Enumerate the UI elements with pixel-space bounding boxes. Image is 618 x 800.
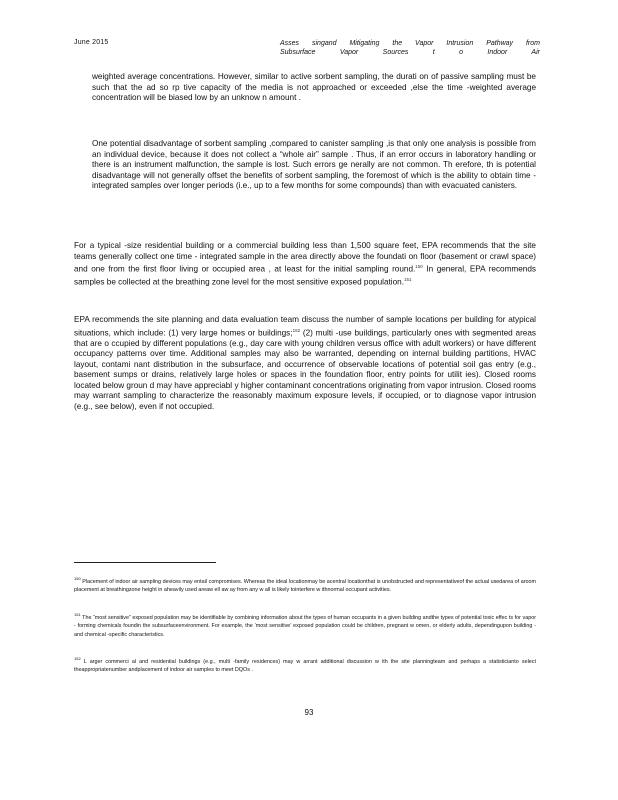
- footnote-number: 152: [74, 656, 81, 661]
- header-title-line2: Subsurface Vapor Sources t o Indoor Air: [280, 49, 540, 56]
- footnote-151: [74, 611, 536, 639]
- paragraph-text-part: In general, EPA recommends samples be collected at the breathing zone level for the most sensitive exposed population.: [74, 264, 536, 287]
- footnote-text: L arger commerci al and residential buildings (e.g., multi -family residences) may w arrant additional discussion w ith the site planningteam and perhaps a statisticianto select theappropriatenumber andplacement of indoor air samples to meet DQOs .: [74, 658, 536, 674]
- header-title-line1: Asses singand Mitigating the Vapor Intrusion Pathway from: [280, 40, 540, 47]
- page-number: 93: [304, 708, 314, 717]
- paragraph-passive-sampling: [92, 72, 536, 104]
- footnote-number: 151: [74, 612, 81, 617]
- paragraph-text: weighted average concentrations. However, similar to active sorbent sampling, the durati on of passive sampling must be such that the ad so rp tive capacity of the media is not approached or exceeded ,else the time -weighted average concentration will be biased low by an unknow n amount .: [92, 72, 536, 102]
- paragraph-text: [74, 241, 536, 288]
- header-date: June 2015: [74, 39, 109, 46]
- footnote-marker-151: 151: [403, 277, 412, 283]
- footnote-text: Placement of indoor air sampling devices may entail compromises. Whereas the ideal locationmay be acentral locationthat is unobstructed and representativeof the actual usedarea of aroom placement at breathingzone height in aheavily used areaw ell aw ay from any w all is likely tointerfere w ithnormal occupant activities.: [74, 578, 536, 594]
- footnote-number: 150: [74, 576, 81, 581]
- footnote-text: The “most sensitive” exposed population may be identifiable by combining information about the types of human occupants in a given building andthe types of potential toxic effec ts for vapor - forming chemicals foundin the subsurfaceenvironment. For example, the ‘most sensitive’ exposed population could be children, pregnant w omen, or elderly adults, dependingupon building - and chemical -specific characteristics.: [74, 614, 536, 638]
- footnote-152: [74, 655, 536, 675]
- paragraph-text: [74, 315, 536, 412]
- paragraph-residential-recommendation: [74, 241, 536, 288]
- footnote-150: [74, 575, 536, 595]
- paragraph-text: One potential disadvantage of sorbent sampling ,compared to canister sampling ,is that only one analysis is possible from an individual device, because it does not collect a “whole air” sample . Thus, if an error occurs in laboratory handling or there is an instrument malfunction, the sample is lost. Such errors ge nerally are not common. Th erefore, th is potential disadvantage will not generally offset the benefits of sorbent sampling, the foremost of which is the ability to obtain time -integrated samples over longer periods (i.e., up to a few months for some compounds) than with evacuated canisters.: [92, 139, 536, 190]
- footnote-marker-150: 150: [415, 264, 423, 269]
- footnote-marker-152: 152: [292, 327, 301, 333]
- paragraph-sample-locations: [74, 315, 536, 412]
- paragraph-sorbent-disadvantage: [92, 139, 536, 192]
- footnote-divider: [74, 562, 216, 563]
- paragraph-text-part: EPA recommends the site planning and data evaluation team discuss the number of sample locations per building for atypical situations, which include: (1) very large homes or buildings;: [74, 315, 536, 338]
- header-title: [280, 39, 540, 57]
- paragraph-text-part: (2) multi -use buildings, particularly ones with segmented areas that are o ccupied by different populations (e.g., day care with young children versus office with adult workers) or have different occupancy patterns over time. Additional samples may also be warranted, depending on internal building partitions, HVAC layout, contami nant distribution in the subsurface, and occurrence of observable locations of potential soil gas entry (e.g., basement sumps or drains, relatively large holes or spaces in the foundation floor, entry points for utilit ies). Closed rooms located below groun d may have appreciabl y higher contaminant concentrations originating from vapor intrusion. Closed rooms may warrant sampling to characterize the reasonably maximum exposure levels, if occupied, or to diagnose vapor intrusion (e.g., see below), even if not occupied.: [74, 328, 536, 411]
- paragraph-text-part: For a typical -size residential building or a commercial building less than 1,500 square feet, EPA recommends that the site teams generally collect one time - integrated sample in the area directly above the foundati on floor (basement or crawl space) and one from the first floor living or occupied area , at least for the initial sampling round.: [74, 241, 536, 274]
